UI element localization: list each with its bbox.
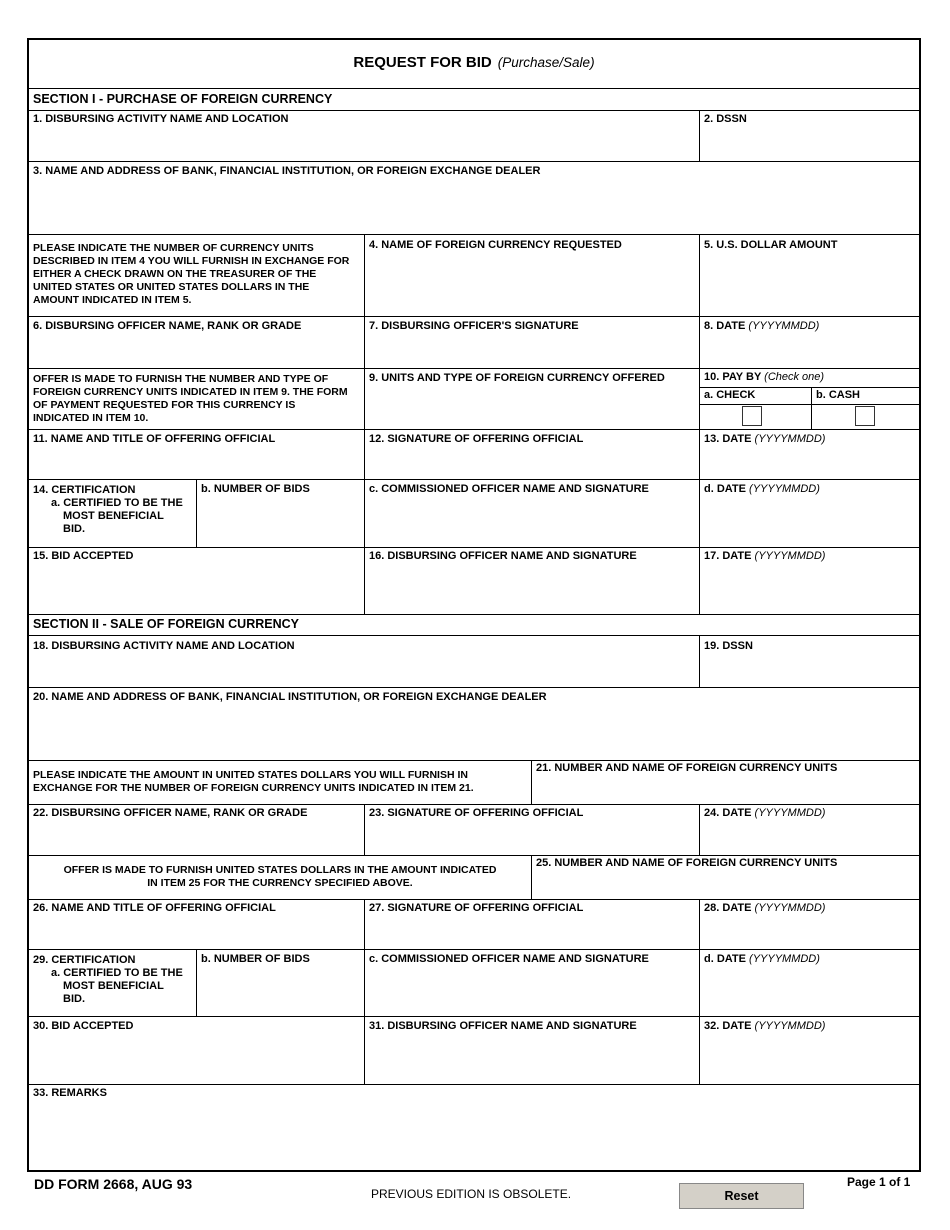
date-24-field[interactable] — [701, 821, 917, 854]
item-22-label: 22. DISBURSING OFFICER NAME, RANK OR GRADE — [33, 807, 308, 819]
item-8-label: 8. DATE (YYYYMMDD) — [704, 320, 820, 332]
request-for-bid-form — [27, 38, 921, 1172]
disbursing-officer-name-signature-field[interactable] — [366, 564, 697, 613]
bid-accepted-2-field[interactable] — [31, 1034, 362, 1083]
item-2-label: 2. DSSN — [704, 113, 747, 125]
disbursing-activity-2-field[interactable] — [31, 653, 697, 686]
disbursing-officer-signature-field[interactable] — [366, 334, 697, 367]
item-7-label: 7. DISBURSING OFFICER'S SIGNATURE — [369, 320, 579, 332]
item-10a-label: a. CHECK — [704, 389, 756, 401]
item-18-label: 18. DISBURSING ACTIVITY NAME AND LOCATION — [33, 640, 295, 652]
item-14b-label: b. NUMBER OF BIDS — [201, 483, 310, 495]
dssn-2-field[interactable] — [701, 653, 917, 686]
item-6-label: 6. DISBURSING OFFICER NAME, RANK OR GRADE — [33, 320, 302, 332]
offering-official-signature-27-field[interactable] — [366, 916, 697, 948]
bank-name-address-field[interactable] — [31, 178, 917, 233]
instruction-paragraph-2: PLEASE INDICATE THE AMOUNT IN UNITED STATES DOLLARS YOU WILL FURNISH IN EXCHANGE FOR THE NUMBER OF FOREIGN CURRENCY UNITS INDICATED IN ITEM 21. — [33, 769, 474, 794]
date-8-field[interactable] — [701, 334, 917, 367]
item-29c-label: c. COMMISSIONED OFFICER NAME AND SIGNATURE — [369, 953, 649, 965]
offering-official-signature-23-field[interactable] — [366, 821, 697, 854]
date-32-field[interactable] — [701, 1034, 917, 1083]
item-14c-label: c. COMMISSIONED OFFICER NAME AND SIGNATURE — [369, 483, 649, 495]
date-13-field[interactable] — [701, 446, 917, 478]
item-10b-label: b. CASH — [816, 389, 860, 401]
currency-units-25-field[interactable] — [533, 871, 917, 898]
currency-units-21-field[interactable] — [533, 776, 917, 803]
page-indicator: Page 1 of 1 — [847, 1175, 911, 1189]
disbursing-officer-name-field[interactable] — [31, 334, 362, 367]
item-5-label: 5. U.S. DOLLAR AMOUNT — [704, 239, 838, 251]
reset-button[interactable]: Reset — [679, 1183, 804, 1209]
date-29d-field[interactable] — [701, 967, 917, 1015]
item-17-label: 17. DATE (YYYYMMDD) — [704, 550, 826, 562]
dollar-amount-field[interactable] — [701, 253, 917, 315]
item-10-label: 10. PAY BY (Check one) — [704, 371, 825, 383]
number-of-bids-field[interactable] — [198, 497, 362, 546]
item-14d-label: d. DATE (YYYYMMDD) — [704, 483, 820, 495]
item-16-label: 16. DISBURSING OFFICER NAME AND SIGNATURE — [369, 550, 637, 562]
item-1-label: 1. DISBURSING ACTIVITY NAME AND LOCATION — [33, 113, 289, 125]
item-33-label: 33. REMARKS — [33, 1087, 107, 1099]
item-26-label: 26. NAME AND TITLE OF OFFERING OFFICIAL — [33, 902, 276, 914]
item-31-label: 31. DISBURSING OFFICER NAME AND SIGNATURE — [369, 1020, 637, 1032]
offering-official-name-26-field[interactable] — [31, 916, 362, 948]
foreign-currency-requested-field[interactable] — [366, 253, 697, 315]
remarks-field[interactable] — [31, 1101, 917, 1169]
number-of-bids-2-field[interactable] — [198, 967, 362, 1015]
item-30-label: 30. BID ACCEPTED — [33, 1020, 134, 1032]
item-29d-label: d. DATE (YYYYMMDD) — [704, 953, 820, 965]
bid-accepted-field[interactable] — [31, 564, 362, 613]
date-28-field[interactable] — [701, 916, 917, 948]
dssn-field[interactable] — [701, 126, 917, 160]
item-11-label: 11. NAME AND TITLE OF OFFERING OFFICIAL — [33, 433, 276, 445]
item-3-label: 3. NAME AND ADDRESS OF BANK, FINANCIAL INSTITUTION, OR FOREIGN EXCHANGE DEALER — [33, 165, 541, 177]
item-21-label: 21. NUMBER AND NAME OF FOREIGN CURRENCY UNITS — [536, 762, 838, 774]
commissioned-officer-2-field[interactable] — [366, 967, 697, 1015]
item-25-label: 25. NUMBER AND NAME OF FOREIGN CURRENCY UNITS — [536, 857, 838, 869]
item-4-label: 4. NAME OF FOREIGN CURRENCY REQUESTED — [369, 239, 622, 251]
obsolete-notice: PREVIOUS EDITION IS OBSOLETE. — [371, 1187, 572, 1201]
disbursing-activity-field[interactable] — [31, 126, 697, 160]
item-27-label: 27. SIGNATURE OF OFFERING OFFICIAL — [369, 902, 584, 914]
offer-paragraph-1: OFFER IS MADE TO FURNISH THE NUMBER AND TYPE OF FOREIGN CURRENCY UNITS INDICATED IN ITEM 9. THE FORM OF PAYMENT REQUESTED FOR THIS CURRENCY IS INDICATED IN ITEM 10. — [33, 373, 348, 424]
item-14-label: 14. CERTIFICATION a. CERTIFIED TO BE THE MOST BENEFICIAL BID. — [33, 484, 183, 535]
form-identifier: DD FORM 2668, AUG 93 — [34, 1176, 193, 1192]
bank-name-address-2-field[interactable] — [31, 704, 917, 759]
date-14d-field[interactable] — [701, 497, 917, 546]
item-19-label: 19. DSSN — [704, 640, 753, 652]
item-32-label: 32. DATE (YYYYMMDD) — [704, 1020, 826, 1032]
item-29-label: 29. CERTIFICATION a. CERTIFIED TO BE THE MOST BENEFICIAL BID. — [33, 954, 183, 1005]
offering-official-name-field[interactable] — [31, 446, 362, 478]
disbursing-officer-name-signature-2-field[interactable] — [366, 1034, 697, 1083]
item-15-label: 15. BID ACCEPTED — [33, 550, 134, 562]
item-24-label: 24. DATE (YYYYMMDD) — [704, 807, 826, 819]
offering-official-signature-field[interactable] — [366, 446, 697, 478]
item-23-label: 23. SIGNATURE OF OFFERING OFFICIAL — [369, 807, 584, 819]
disbursing-officer-name-2-field[interactable] — [31, 821, 362, 854]
commissioned-officer-field[interactable] — [366, 497, 697, 546]
form-title: REQUEST FOR BID (Purchase/Sale) — [353, 54, 595, 71]
check-checkbox[interactable] — [742, 406, 762, 426]
units-offered-field[interactable] — [366, 386, 697, 428]
instruction-paragraph-1: PLEASE INDICATE THE NUMBER OF CURRENCY UNITS DESCRIBED IN ITEM 4 YOU WILL FURNISH IN EXCHANGE FOR EITHER A CHECK DRAWN ON THE TREASURER OF THE UNITED STATES OR UNITED STATES DOLLARS IN THE AMOUNT INDICATED IN ITEM 5. — [33, 242, 350, 306]
cash-checkbox[interactable] — [855, 406, 875, 426]
item-9-label: 9. UNITS AND TYPE OF FOREIGN CURRENCY OFFERED — [369, 372, 665, 384]
item-29b-label: b. NUMBER OF BIDS — [201, 953, 310, 965]
item-13-label: 13. DATE (YYYYMMDD) — [704, 433, 826, 445]
item-28-label: 28. DATE (YYYYMMDD) — [704, 902, 826, 914]
item-12-label: 12. SIGNATURE OF OFFERING OFFICIAL — [369, 433, 584, 445]
date-17-field[interactable] — [701, 564, 917, 613]
section-2-header: SECTION II - SALE OF FOREIGN CURRENCY — [33, 617, 299, 631]
offer-paragraph-2: OFFER IS MADE TO FURNISH UNITED STATES DOLLARS IN THE AMOUNT INDICATED IN ITEM 25 FOR THE CURRENCY SPECIFIED ABOVE. — [63, 864, 497, 889]
section-1-header: SECTION I - PURCHASE OF FOREIGN CURRENCY — [33, 92, 333, 106]
item-20-label: 20. NAME AND ADDRESS OF BANK, FINANCIAL INSTITUTION, OR FOREIGN EXCHANGE DEALER — [33, 691, 547, 703]
